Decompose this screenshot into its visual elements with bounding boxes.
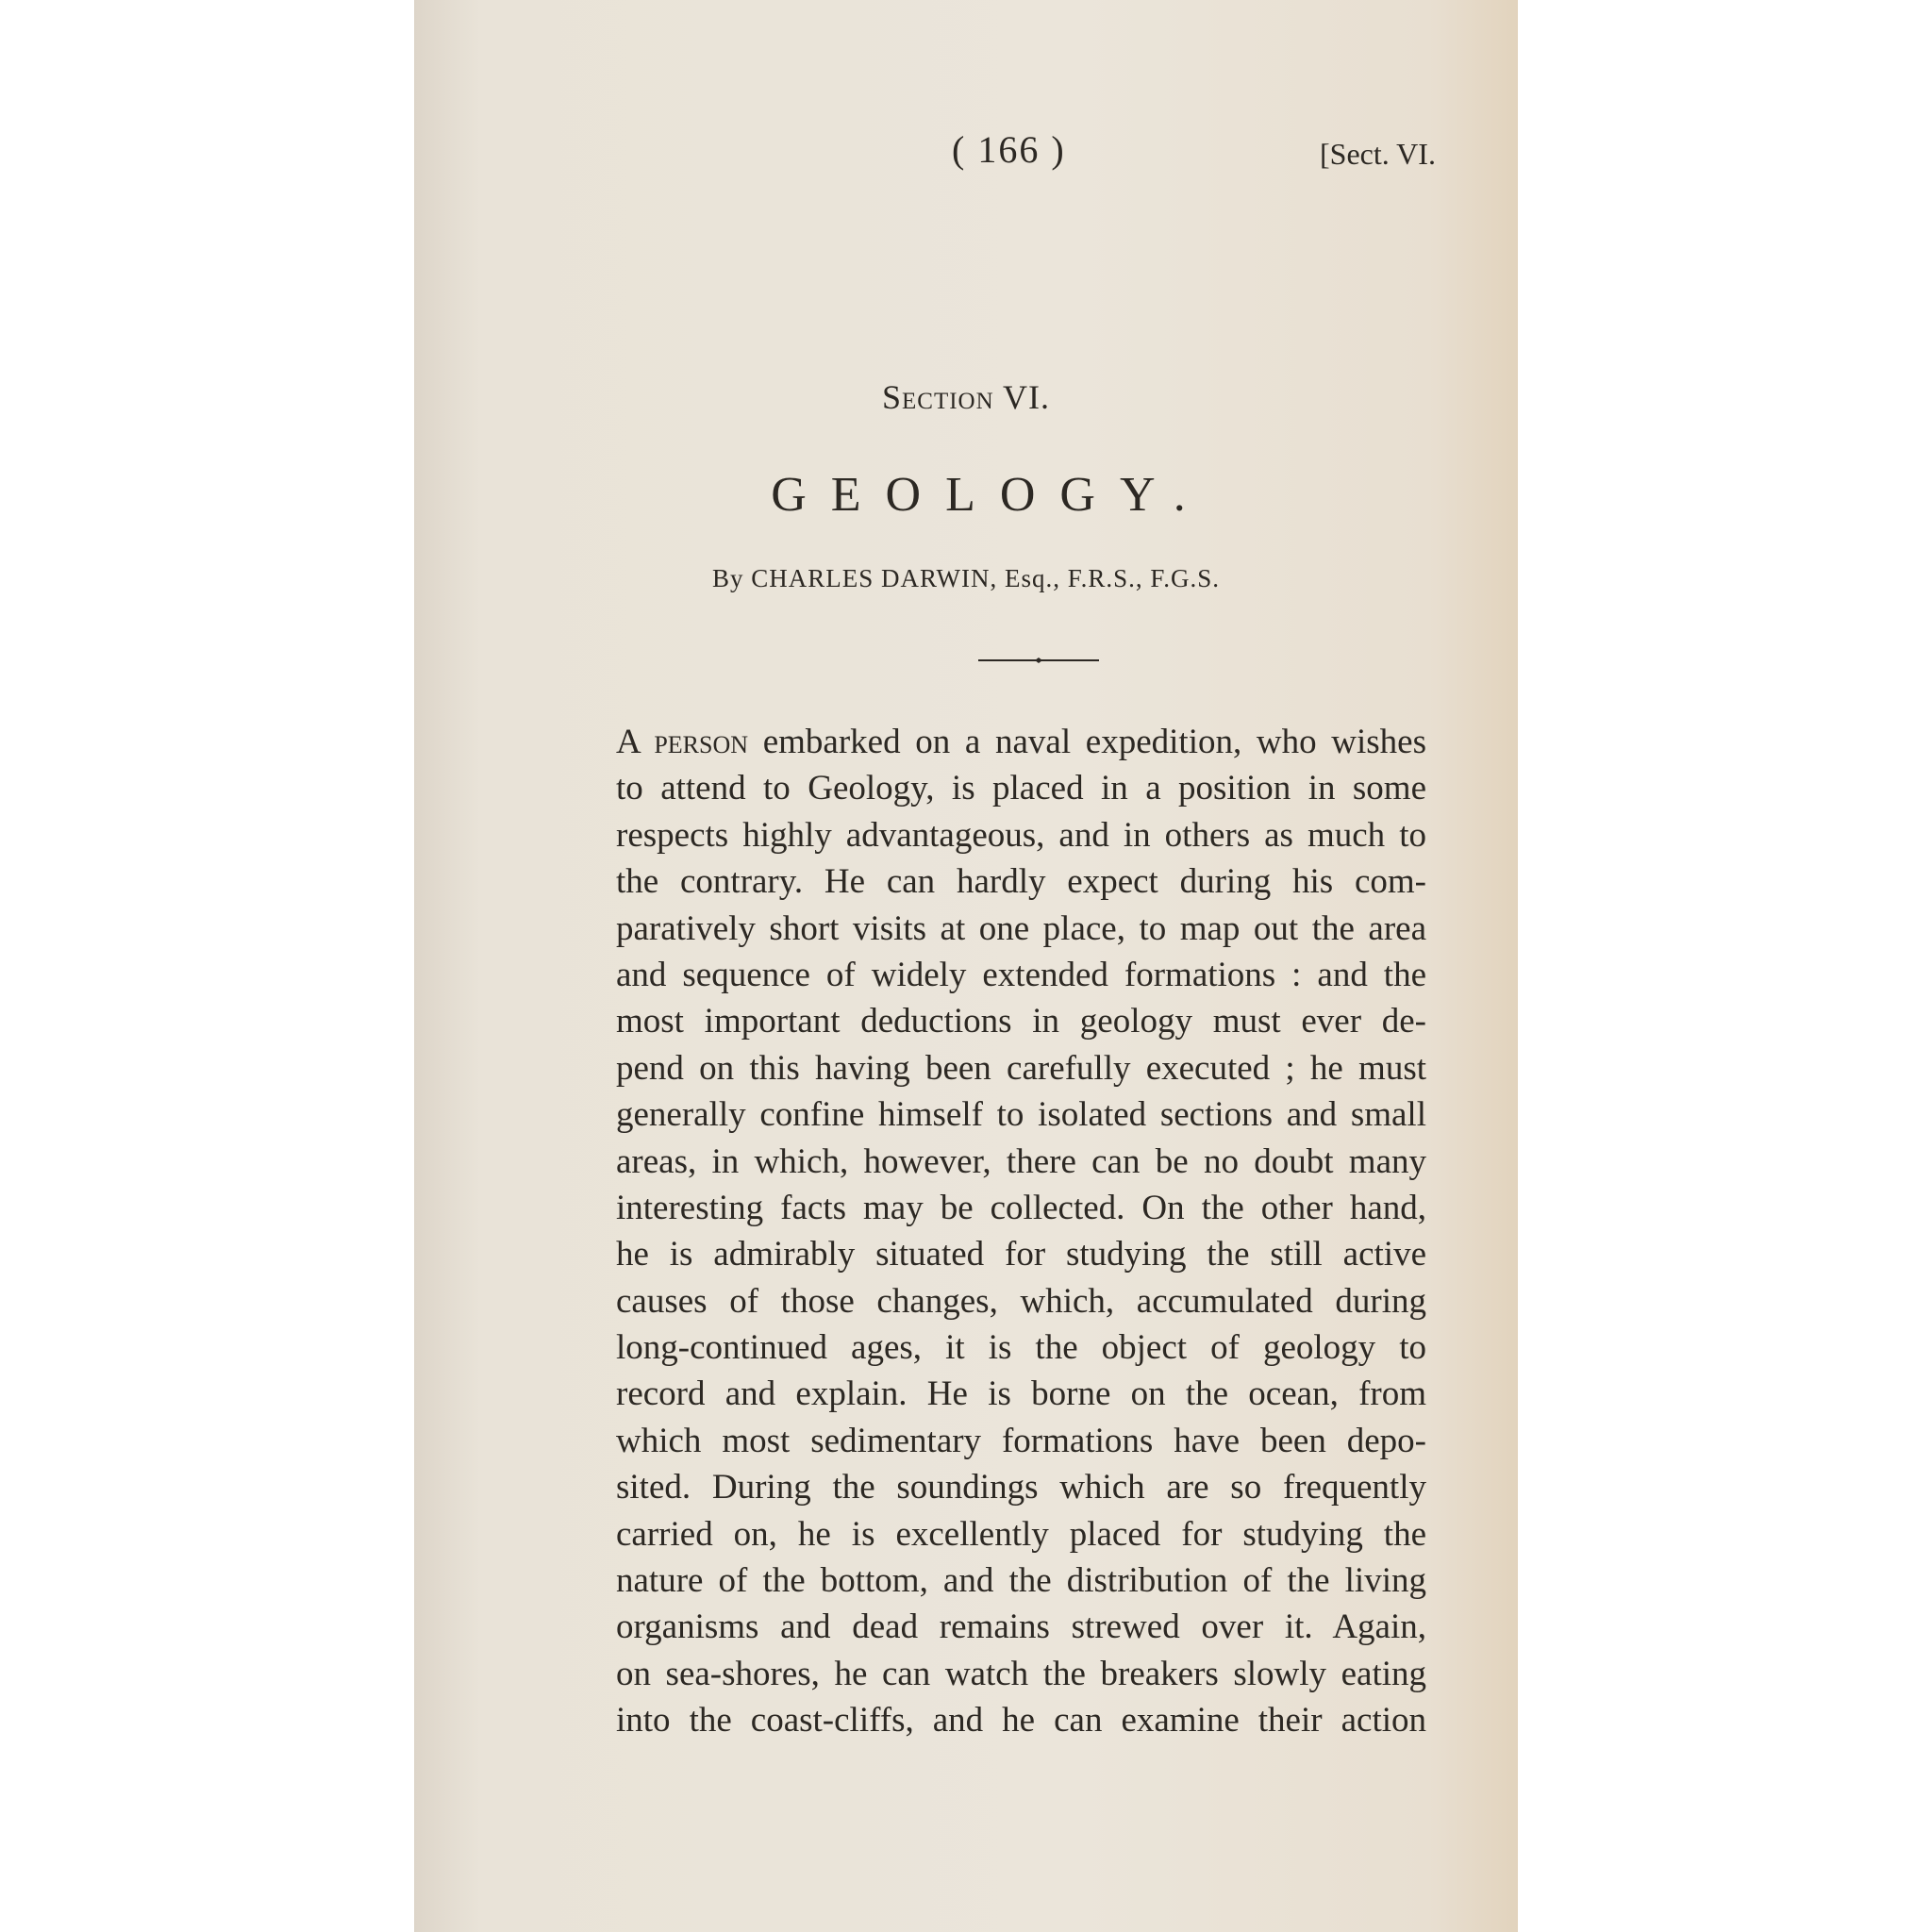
- text-line: generally confine himself to isolated sections and small: [616, 1095, 1426, 1135]
- text-line: respects highly advantageous, and in others as much to: [616, 815, 1426, 855]
- section-heading: Section VI.: [881, 378, 1050, 416]
- text-line: paratively short visits at one place, to map out the area: [616, 908, 1426, 948]
- text-line: areas, in which, however, there can be no doubt many: [616, 1141, 1426, 1181]
- text-line: on sea-shores, he can watch the breakers slowly eating: [616, 1654, 1426, 1693]
- chapter-title: GEOLOGY.: [771, 468, 1210, 522]
- text-line: long-continued ages, it is the object of geology to: [616, 1328, 1426, 1368]
- text-line: and sequence of widely extended formations : and the: [616, 955, 1426, 994]
- text-line: he is admirably situated for studying the still active: [616, 1235, 1426, 1274]
- text-line: pend on this having been carefully executed ; he must: [616, 1048, 1426, 1088]
- text-line: nature of the bottom, and the distribution of the living: [616, 1561, 1426, 1601]
- text-line: carried on, he is excellently placed for studying the: [616, 1514, 1426, 1554]
- text-line: causes of those changes, which, accumulated during: [616, 1281, 1426, 1321]
- text-line: which most sedimentary formations have been depo-: [616, 1421, 1426, 1460]
- opening-smallcaps: A person: [616, 723, 749, 761]
- author-byline: By CHARLES DARWIN, Esq., F.R.S., F.G.S.: [711, 564, 1220, 592]
- book-page: [414, 0, 1518, 1932]
- text-line: the contrary. He can hardly expect during his com-: [616, 862, 1426, 902]
- text-line: [616, 719, 1426, 765]
- text-line: record and explain. He is borne on the ocean, from: [616, 1374, 1426, 1414]
- text-line: interesting facts may be collected. On the other hand,: [616, 1188, 1426, 1227]
- text-line-content: embarked on a naval expedition, who wishes: [762, 723, 1427, 761]
- text-line: organisms and dead remains strewed over it. Again,: [616, 1607, 1426, 1647]
- page-number: ( 166 ): [952, 128, 1066, 171]
- text-line: most important deductions in geology must ever de-: [616, 1002, 1426, 1041]
- ornament-divider: [978, 658, 1099, 663]
- running-head: [Sect. VI.: [1320, 137, 1436, 171]
- text-line: to attend to Geology, is placed in a position in some: [616, 769, 1426, 808]
- text-line: into the coast-cliffs, and he can examine their action: [616, 1701, 1426, 1740]
- text-line: sited. During the soundings which are so frequently: [616, 1468, 1426, 1507]
- body-text: [616, 719, 1426, 1744]
